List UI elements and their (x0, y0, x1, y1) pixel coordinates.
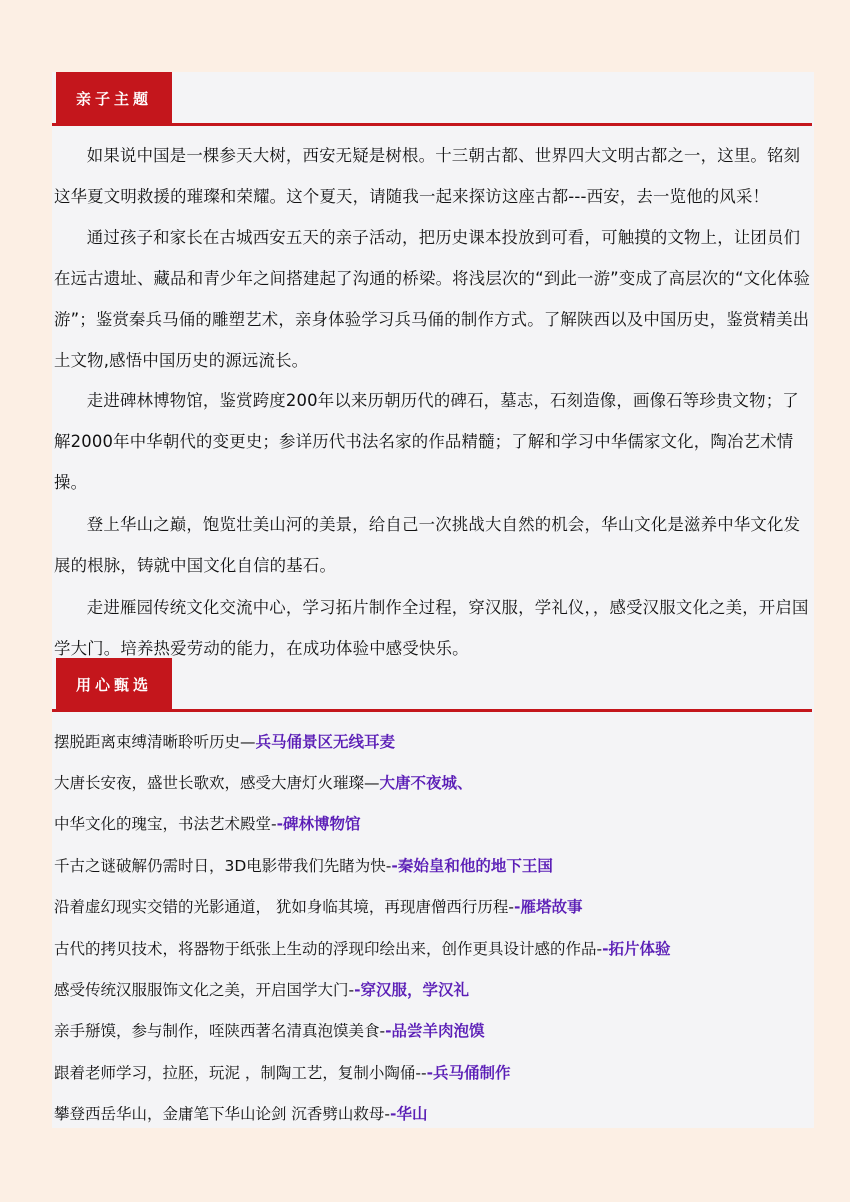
item-highlight: 兵马俑景区无线耳麦 (255, 733, 396, 751)
list-item: 千古之谜破解仍需时日，3D电影带我们先睹为快--秦始皇和他的地下王国 (54, 857, 553, 875)
list-item: 亲手掰馍，参与制作，咥陕西著名清真泡馍美食--品尝羊肉泡馍 (54, 1022, 485, 1040)
intro-paragraph: 如果说中国是一棵参天大树，西安无疑是树根。十三朝古都、世界四大文明古都之一，这里。铭刻这华夏文明救援的璀璨和荣耀。这个夏天，请随我一起来探访这座古都---西安，去一览他的风采！ (54, 146, 801, 206)
list-item: 感受传统汉服服饰文化之美，开启国学大门--穿汉服，学汉礼 (54, 981, 470, 999)
section-divider (52, 123, 812, 126)
yanyuan-paragraph: 走进雁园传统文化交流中心，学习拓片制作全过程，穿汉服，学礼仪，，感受汉服文化之美，开启国学大门。培养热爱劳动的能力，在成功体验中感受快乐。 (54, 598, 809, 658)
item-highlight: -华山 (390, 1105, 428, 1123)
activity-paragraph: 通过孩子和家长在古城西安五天的亲子活动，把历史课本投放到可看，可触摸的文物上，让团员们在远古遗址、藏品和青少年之间搭建起了沟通的桥梁。将浅层次的“到此一游”变成了高层次的“文化体验游”；鉴赏秦兵马俑的雕塑艺术，亲身体验学习兵马俑的制作方式。了解陕西以及中国历史，鉴赏精美出土文物,感悟中国历史的源远流长。 (54, 228, 811, 370)
beilin-paragraph: 走进碑林博物馆，鉴赏跨度200年以来历朝历代的碑石，墓志，石刻造像，画像石等珍贵文物；了解2000年中华朝代的变更史；参详历代书法名家的作品精髓；了解和学习中华儒家文化，陶冶艺术情操。 (54, 391, 799, 492)
list-item: 摆脱距离束缚清晰聆听历史—兵马俑景区无线耳麦 (54, 733, 396, 751)
list-item: 跟着老师学习，拉胚，玩泥 ，制陶工艺，复制小陶俑---兵马俑制作 (54, 1064, 511, 1082)
item-highlight: -拓片体验 (602, 940, 671, 958)
huashan-paragraph: 登上华山之巅，饱览壮美山河的美景，给自己一次挑战大自然的机会，华山文化是滋养中华文化发展的根脉，铸就中国文化自信的基石。 (54, 515, 801, 575)
item-highlight: -碑林博物馆 (276, 815, 361, 833)
section-header-selection (52, 658, 814, 712)
item-highlight: -穿汉服，学汉礼 (354, 981, 470, 999)
item-highlight: -品尝羊肉泡馍 (385, 1022, 485, 1040)
section-title: 亲子主题 (56, 72, 172, 124)
section-header-parent-child (52, 72, 814, 126)
item-highlight: -兵马俑制作 (426, 1064, 511, 1082)
item-highlight: 大唐不夜城、 (379, 774, 473, 792)
document-sheet (52, 72, 814, 1128)
list-item: 沿着虚幻现实交错的光影通道， 犹如身临其境，再现唐僧西行历程--雁塔故事 (54, 898, 583, 916)
list-item: 攀登西岳华山，金庸笔下华山论剑 沉香劈山救母--华山 (54, 1105, 428, 1123)
item-highlight: -雁塔故事 (514, 898, 583, 916)
section-divider (52, 709, 812, 712)
list-item: 古代的拷贝技术，将器物于纸张上生动的浮现印绘出来，创作更具设计感的作品--拓片体验 (54, 940, 671, 958)
section-title: 用心甄选 (56, 658, 172, 710)
list-item: 大唐长安夜，盛世长歌欢，感受大唐灯火璀璨—大唐不夜城、 (54, 774, 473, 792)
list-item: 中华文化的瑰宝，书法艺术殿堂--碑林博物馆 (54, 815, 361, 833)
item-highlight: -秦始皇和他的地下王国 (391, 857, 553, 875)
